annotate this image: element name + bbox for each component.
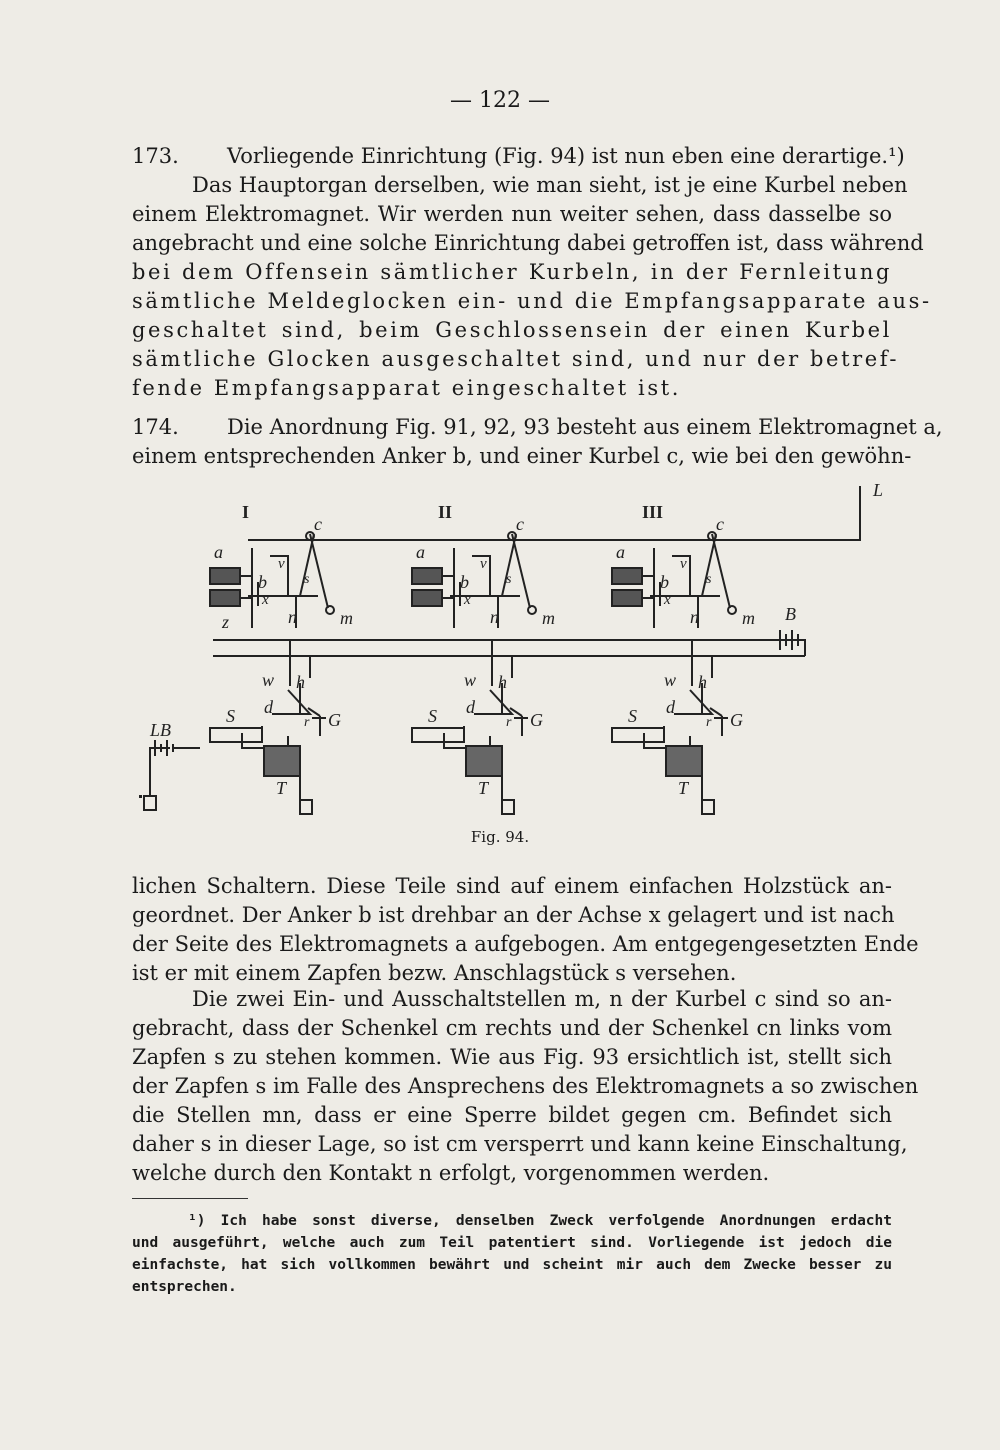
text-line: einem Elektromagnet. Wir werden nun weiter sehen, dass dasselbe so (132, 202, 892, 226)
footnote-line: entsprechen. (132, 1279, 237, 1295)
footnote-line: ¹) Ich habe sonst diverse, denselben Zweck verfolgende Anordnungen erdacht (188, 1213, 892, 1229)
text-line: geordnet. Der Anker b ist drehbar an der Achse x gelagert und ist nach (132, 903, 895, 927)
text-line: sämtliche Glocken ausgeschaltet sind, und nur der betref- (132, 347, 900, 371)
label-G: G (328, 710, 341, 730)
paragraph-173 (132, 142, 932, 403)
label-a: a (416, 542, 425, 562)
label-S: S (628, 706, 637, 726)
text-line: Zapfen s zu stehen kommen. Wie aus Fig. 93 ersichtlich ist, stellt sich (132, 1045, 892, 1069)
label-r: r (506, 715, 512, 730)
label-S: S (428, 706, 437, 726)
label-d: d (466, 697, 475, 717)
label-n: n (288, 607, 297, 627)
label-b: b (258, 572, 267, 592)
page-number: — 122 — (450, 88, 550, 113)
label-r: r (304, 715, 310, 730)
circuit-diagram (140, 478, 884, 828)
text-line: 173. Vorliegende Einrichtung (Fig. 94) ist nun eben eine derartige.¹) (132, 142, 892, 171)
text-line: geschaltet sind, beim Geschlossensein der einen Kurbel (132, 318, 892, 342)
text-line: der Zapfen s im Falle des Ansprechens des Elektromagnets a so zwischen (132, 1074, 919, 1098)
paragraph-174-continued (132, 872, 919, 988)
text-line: angebracht und eine solche Einrichtung dabei getroffen ist, dass während (132, 231, 924, 255)
label-h: h (498, 672, 507, 692)
label-r: r (706, 715, 712, 730)
label-a: a (616, 542, 625, 562)
footnote-line: einfachste, hat sich vollkommen bewährt und scheint mir auch dem Zwecke besser zu (132, 1257, 892, 1273)
label-m: m (742, 608, 755, 628)
unit-III (612, 502, 755, 814)
label-w: w (664, 670, 677, 690)
paragraph-174 (132, 413, 943, 471)
paragraph-number: 174. (132, 415, 179, 439)
label-d: d (264, 697, 273, 717)
footnote (132, 1210, 892, 1298)
label-b: b (660, 572, 669, 592)
label-s: s (304, 572, 310, 587)
label-x: x (664, 592, 671, 608)
label-G: G (530, 710, 543, 730)
text-line: die Stellen mn, dass er eine Sperre bildet gegen cm. Befindet sich (132, 1103, 892, 1127)
label-s: s (506, 572, 512, 587)
text-line: bei dem Offensein sämtlicher Kurbeln, in der Fernleitung (132, 260, 892, 284)
label-z: z (222, 612, 230, 632)
text-line: daher s in dieser Lage, so ist cm versperrt und kann keine Einschaltung, (132, 1132, 908, 1156)
text-line: fende Empfangsapparat eingeschaltet ist. (132, 376, 682, 400)
label-a: a (214, 542, 223, 562)
unit-label-III: III (642, 502, 664, 522)
label-d: d (666, 697, 675, 717)
unit-I (140, 502, 353, 814)
text-line: welche durch den Kontakt n erfolgt, vorgenommen werden. (132, 1161, 770, 1185)
label-c: c (716, 514, 724, 534)
label-v: v (278, 556, 285, 572)
label-B: B (785, 604, 796, 624)
footnote-divider (132, 1198, 248, 1199)
label-c: c (516, 514, 524, 534)
text-line: sämtliche Meldeglocken ein- und die Empfangsapparate aus- (132, 289, 932, 313)
label-T: T (276, 778, 287, 798)
figure-caption: Fig. 94. (470, 828, 530, 846)
label-s: s (706, 572, 712, 587)
label-n: n (490, 607, 499, 627)
label-LB: LB (150, 720, 172, 740)
label-T: T (678, 778, 689, 798)
label-v: v (480, 556, 487, 572)
paragraph-number: 173. (132, 144, 179, 168)
label-m: m (340, 608, 353, 628)
battery-B (768, 630, 805, 656)
label-L: L (873, 480, 884, 500)
footnote-line: und ausgeführt, welche auch zum Teil patentiert sind. Vorliegende ist jedoch die (132, 1235, 892, 1251)
label-x: x (262, 592, 269, 608)
text-line: einem entsprechenden Anker b, und einer Kurbel c, wie bei den gewöhn- (132, 444, 912, 468)
label-w: w (262, 670, 275, 690)
label-T: T (478, 778, 489, 798)
label-c: c (314, 514, 322, 534)
label-x: x (464, 592, 471, 608)
unit-II (412, 502, 555, 814)
text-line: gebracht, dass der Schenkel cm rechts und der Schenkel cn links vom (132, 1016, 892, 1040)
text-line: lichen Schaltern. Diese Teile sind auf einem einfachen Holzstück an- (132, 874, 892, 898)
paragraph-ein-ausschaltstellen (132, 985, 919, 1188)
label-h: h (698, 672, 707, 692)
line-L-wire (248, 486, 860, 540)
label-n: n (690, 607, 699, 627)
text-line: Die zwei Ein- und Ausschaltstellen m, n der Kurbel c sind so an- (192, 987, 892, 1011)
unit-label-II: II (438, 502, 453, 522)
text-line: ist er mit einem Zapfen bezw. Anschlagstück s versehen. (132, 961, 737, 985)
battery-LB (144, 740, 200, 810)
label-G: G (730, 710, 743, 730)
label-v: v (680, 556, 687, 572)
label-m: m (542, 608, 555, 628)
label-S: S (226, 706, 235, 726)
unit-label-I: I (242, 502, 250, 522)
label-h: h (296, 672, 305, 692)
text-line: 174. Die Anordnung Fig. 91, 92, 93 besteht aus einem Elektromagnet a, (132, 413, 892, 442)
text-line: Das Hauptorgan derselben, wie man sieht, ist je eine Kurbel neben (192, 173, 908, 197)
label-b: b (460, 572, 469, 592)
label-w: w (464, 670, 477, 690)
text-line: der Seite des Elektromagnets a aufgebogen. Am entgegengesetzten Ende (132, 932, 919, 956)
